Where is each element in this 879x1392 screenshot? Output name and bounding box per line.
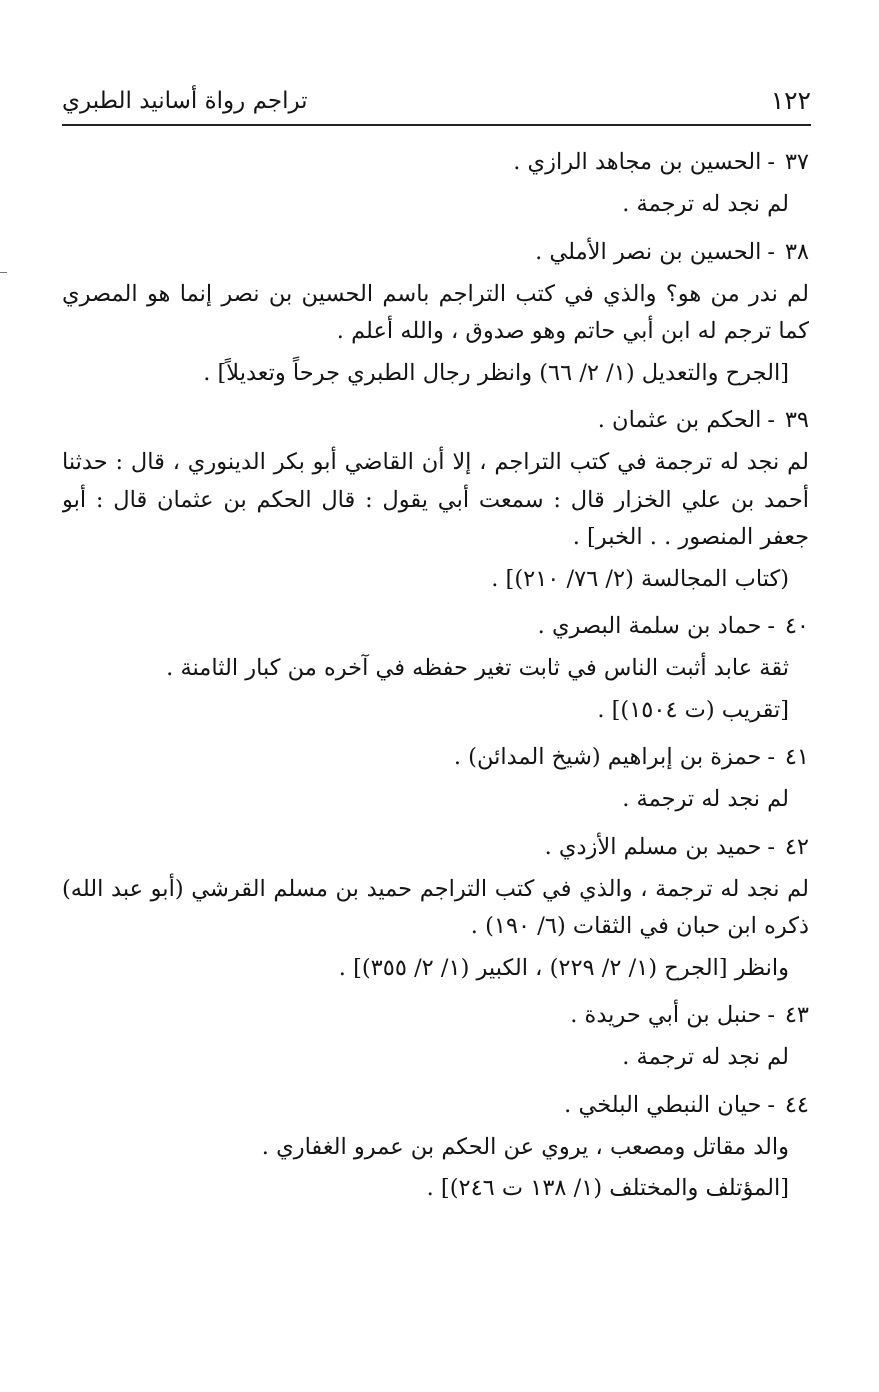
entry-name: الحسين بن نصر الأملي . [535, 238, 762, 265]
entry-text: والد مقاتل ومصعب ، يروي عن الحكم بن عمرو الغفاري . [261, 1133, 789, 1160]
entry-heading [62, 230, 809, 274]
entry-heading [62, 140, 809, 184]
entry-number: ٤٣ [784, 1002, 809, 1028]
entry-dash: - [767, 613, 775, 639]
entry-heading [62, 398, 809, 442]
biography-entry [62, 140, 809, 224]
entry-text: ثقة عابد أثبت الناس في ثابت تغير حفظه في آخره من كبار الثامنة . [166, 655, 789, 681]
entry-dash: - [767, 833, 775, 860]
biography-entry [62, 993, 809, 1077]
entry-dash: - [767, 238, 775, 265]
entry-name: حميد بن مسلم الأزدي . [544, 833, 762, 860]
entry-number: ٤٤ [784, 1091, 809, 1118]
entry-text: لم نجد له ترجمة . [622, 1044, 789, 1070]
entry-dash: - [767, 1091, 775, 1118]
entry-dash: - [767, 407, 775, 433]
entry-dash: - [767, 1002, 775, 1028]
entry-name: حماد بن سلمة البصري . [537, 613, 762, 639]
entry-name: حيان النبطي البلخي . [564, 1091, 762, 1118]
biography-entry [62, 230, 809, 393]
entry-dash: - [767, 149, 775, 175]
entry-text: لم ندر من هو؟ والذي في كتب التراجم باسم الحسين بن نصر إنما هو المصري كما ترجم له ابن أبي حاتم وهو صدوق ، والله أعلم . [62, 280, 809, 344]
entry-name: حنبل بن أبي حريدة . [570, 1002, 762, 1028]
entry-reference: [المؤتلف والمختلف (١/ ١٣٨ ت ٢٤٦)] . [426, 1175, 789, 1201]
entry-text: لم نجد له ترجمة في كتب التراجم ، إلا أن القاضي أبو بكر الدينوري ، قال : حدثنا أحمد بن علي الخزار قال : سمعت أبي يقول : قال الحكم بن عثمان قال : أبو جعفر المنصور . . الخبر] . [62, 449, 809, 550]
entry-name: الحكم بن عثمان . [597, 407, 762, 433]
entry-name: الحسين بن مجاهد الرازي . [513, 149, 762, 175]
entry-number: ٣٩ [784, 407, 809, 433]
entry-name: حمزة بن إبراهيم (شيخ المدائن) . [453, 744, 762, 770]
entry-heading [62, 604, 809, 648]
entry-dash: - [767, 744, 775, 770]
entry-number: ٣٨ [784, 238, 809, 265]
entry-reference: (كتاب المجالسة (٢/ ٧٦/ ٢١٠)] . [491, 565, 789, 592]
entry-reference: [الجرح والتعديل (١/ ٢/ ٦٦) وانظر رجال الطبري جرحاً وتعديلاً] . [203, 359, 789, 386]
margin-mark [0, 272, 7, 273]
entry-heading [62, 993, 809, 1037]
entry-reference: وانظر [الجرح (١/ ٢/ ٢٢٩) ، الكبير (١/ ٢/ ٣٥٥)] . [338, 954, 789, 981]
biography-entry [62, 1083, 809, 1208]
biography-entry [62, 604, 809, 729]
biography-entry [62, 735, 809, 819]
page-body [62, 140, 809, 1212]
entry-text: لم نجد له ترجمة . [622, 786, 789, 812]
entry-number: ٣٧ [784, 149, 809, 175]
entry-heading [62, 735, 809, 779]
entry-reference: [تقريب (ت ١٥٠٤)] . [597, 696, 789, 723]
entry-text: لم نجد له ترجمة . [622, 191, 789, 217]
entry-heading [62, 825, 809, 869]
biography-entry [62, 825, 809, 988]
entry-number: ٤٠ [784, 613, 809, 639]
entry-heading [62, 1083, 809, 1127]
entry-text: لم نجد له ترجمة ، والذي في كتب التراجم حميد بن مسلم القرشي (أبو عبد الله) ذكره ابن حبان في الثقات (٦/ ١٩٠) . [62, 875, 809, 939]
running-title: تراجم رواة أسانيد الطبري [62, 88, 308, 114]
page-number: ١٢٢ [770, 86, 811, 115]
biography-entry [62, 398, 809, 598]
entry-number: ٤٢ [784, 833, 809, 860]
entry-number: ٤١ [784, 744, 809, 770]
page-header [62, 84, 811, 126]
